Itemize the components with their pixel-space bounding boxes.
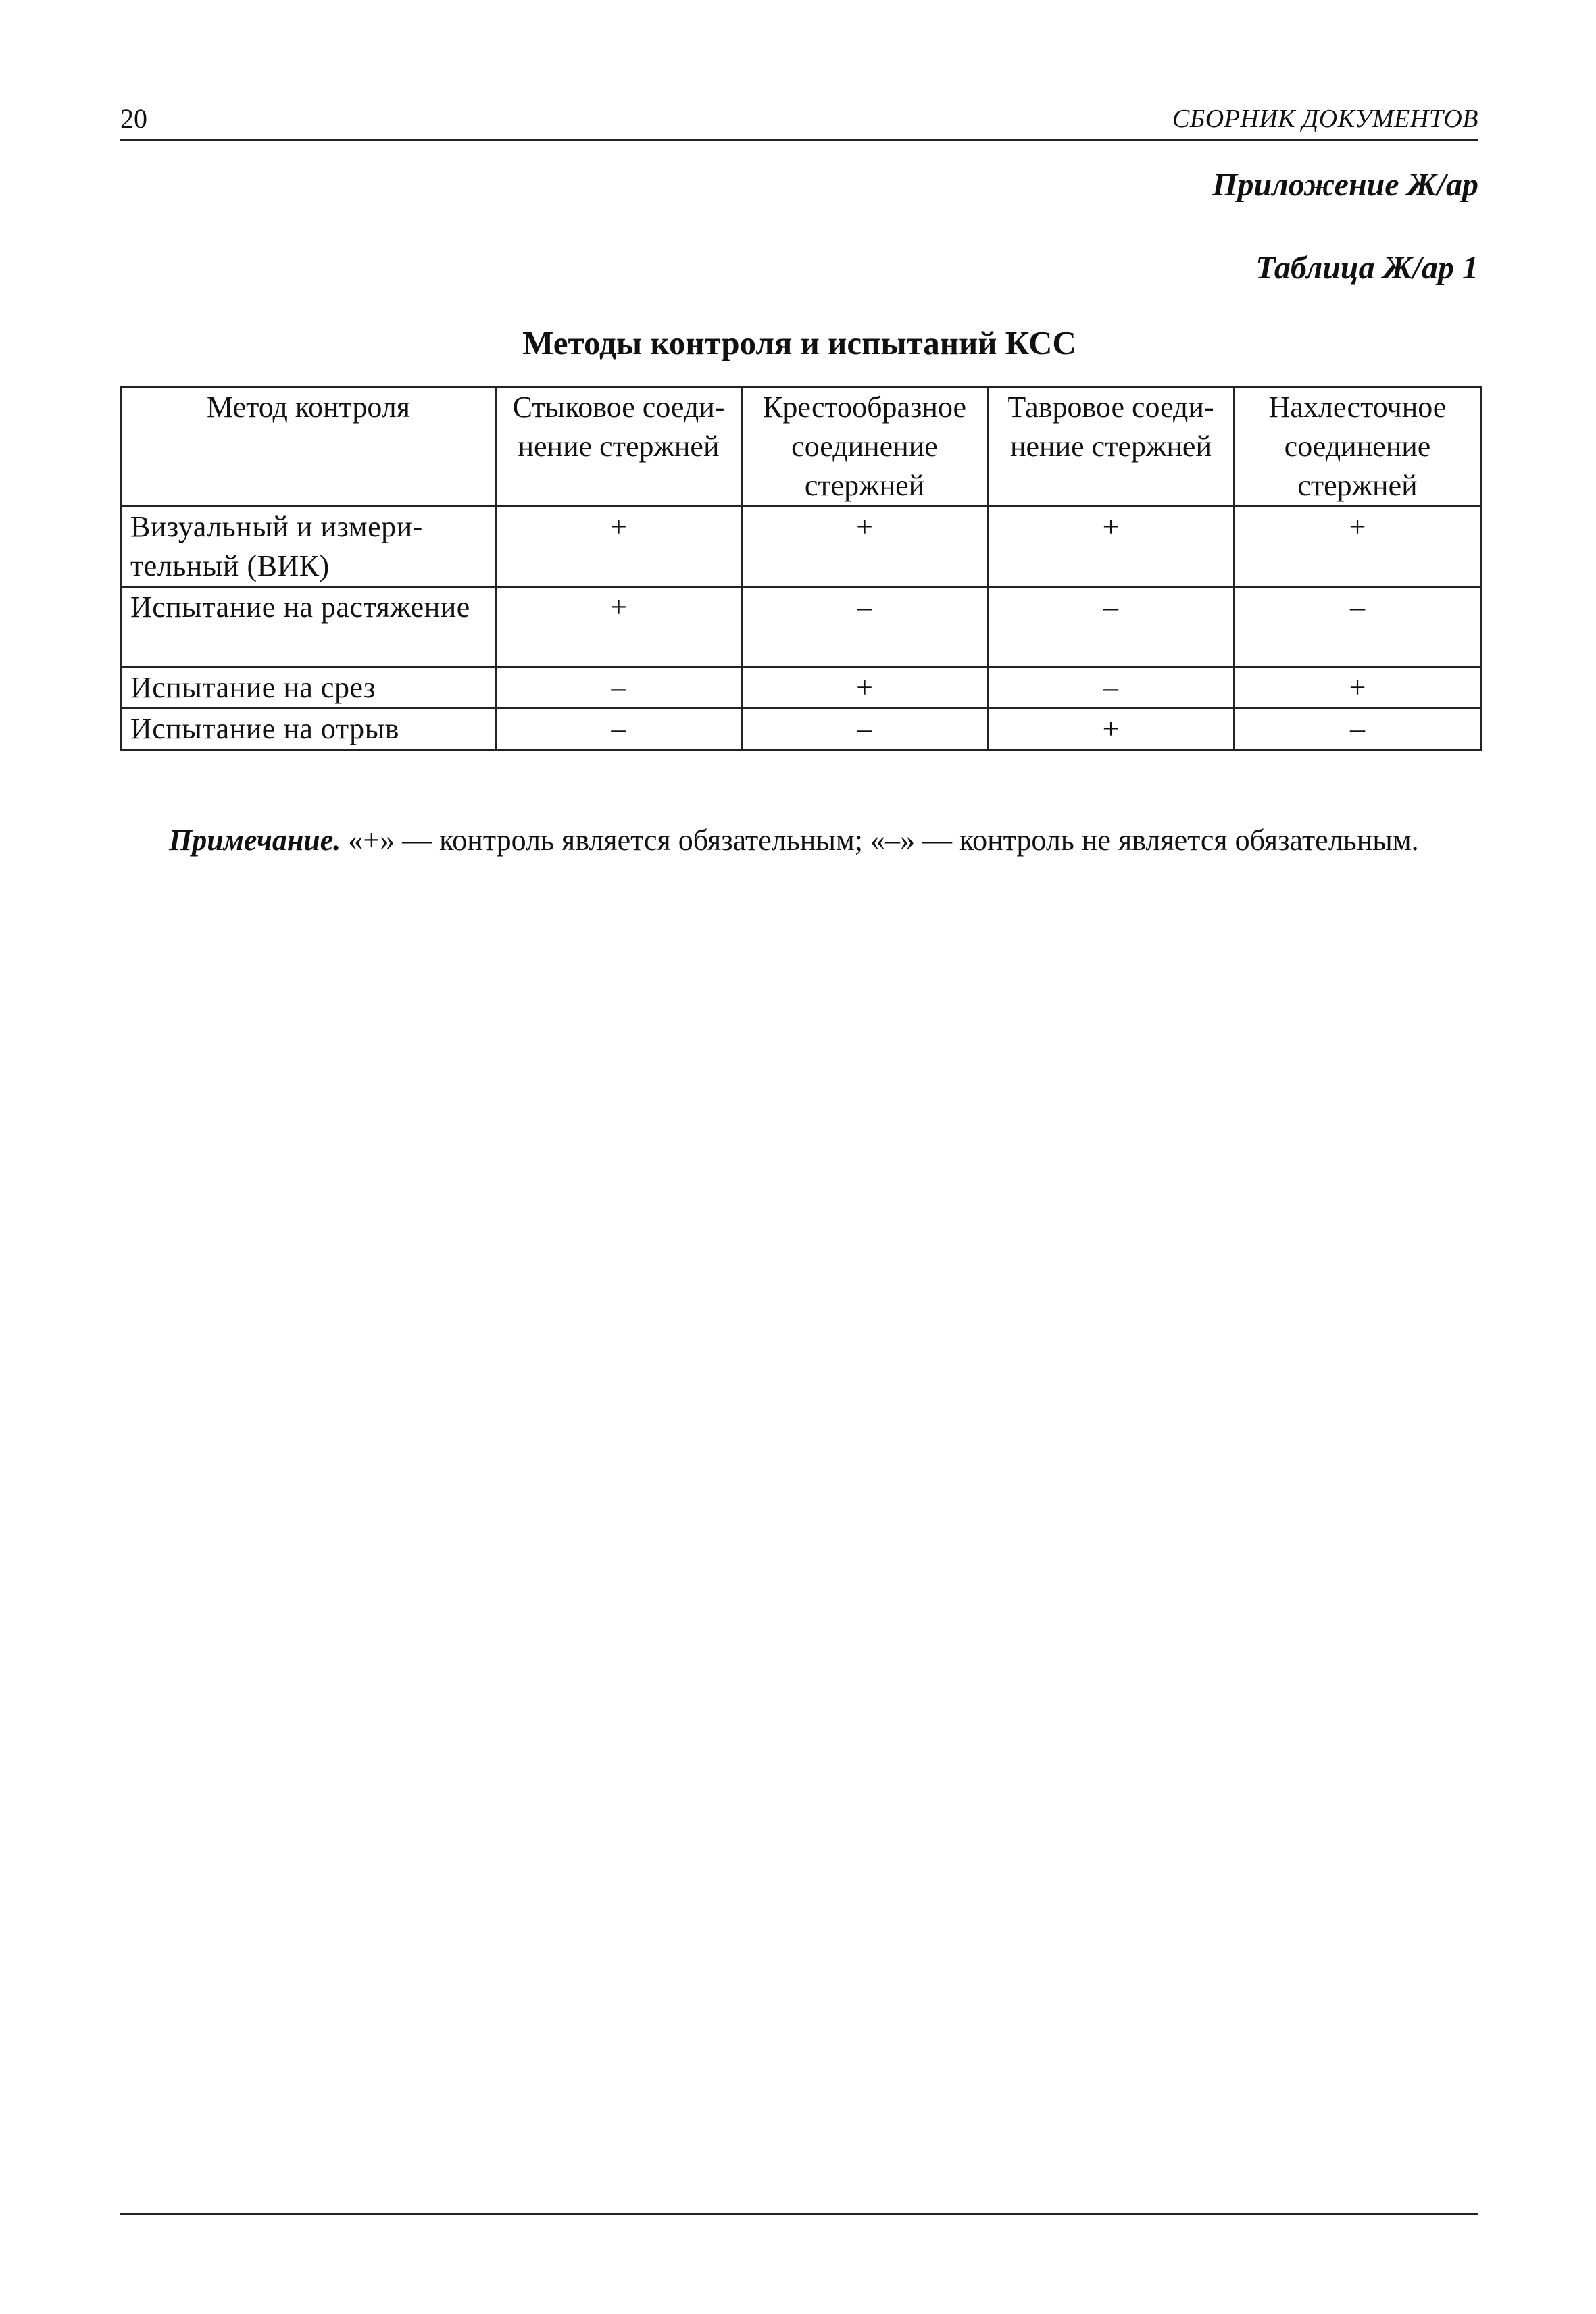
table-cell: +: [1235, 507, 1481, 587]
table-cell: –: [1235, 587, 1481, 668]
methods-table: [120, 386, 1482, 751]
page-number: 20: [120, 103, 147, 134]
table-cell: –: [988, 668, 1235, 709]
table-label: Таблица Ж/ар 1: [1255, 250, 1478, 286]
note-text: «+» — контроль является обязательным; «–» — контроль не является обязательным.: [341, 824, 1419, 857]
header-rule: [120, 139, 1478, 141]
table-row: [122, 709, 1481, 750]
row-method: Визуальный и измерительный (ВИК): [122, 507, 496, 587]
appendix-label: Приложение Ж/ар: [1212, 167, 1478, 203]
table-row: [122, 507, 1481, 587]
column-header-lap-joint: Нахлесточное соединение стержней: [1235, 387, 1481, 507]
note-label: Примечание.: [169, 824, 341, 857]
row-method: Испытание на отрыв: [122, 709, 496, 750]
table-cell: –: [496, 709, 742, 750]
table-cell: +: [496, 507, 742, 587]
table-cell: +: [988, 709, 1235, 750]
table-row: [122, 587, 1481, 668]
footer-rule: [120, 2213, 1478, 2215]
table-cell: +: [496, 587, 742, 668]
table-cell: +: [742, 507, 988, 587]
column-header-method: Метод контроля: [122, 387, 496, 507]
table-header-row: [122, 387, 1481, 507]
table-cell: –: [742, 587, 988, 668]
table-title: Методы контроля и испытаний КСС: [522, 324, 1076, 361]
table-row: [122, 668, 1481, 709]
table-cell: +: [988, 507, 1235, 587]
column-header-butt-joint: Стыковое соединение стержней: [496, 387, 742, 507]
table-cell: +: [1235, 668, 1481, 709]
table-note: [120, 820, 1480, 861]
table-cell: –: [988, 587, 1235, 668]
column-header-tee-joint: Тавровое соединение стержней: [988, 387, 1235, 507]
table-cell: –: [742, 709, 988, 750]
column-header-cross-joint: Крестообразное соединение стержней: [742, 387, 988, 507]
row-method: Испытание на срез: [122, 668, 496, 709]
table-cell: –: [496, 668, 742, 709]
running-title: СБОРНИК ДОКУМЕНТОВ: [1172, 105, 1478, 133]
table-cell: +: [742, 668, 988, 709]
row-method: Испытание на растяжение: [122, 587, 496, 668]
table-cell: –: [1235, 709, 1481, 750]
